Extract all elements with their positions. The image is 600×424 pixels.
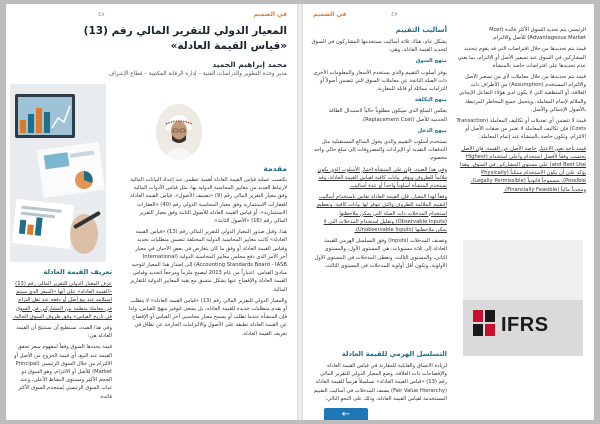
page-number-right: ٤٧ bbox=[391, 11, 398, 18]
title-line-2: «قياس القيمة العادلة» bbox=[170, 40, 287, 52]
approach-selection-note: وفي هذا الصدد، فإن على المنشأة اختيار الأسلوب الذي يكون ملائماً للظروف ويوفر بيانات كافية لقياس القيمة العادلة، وقد تستخدم المنشأة أسلوباً واحداً أو عدة أساليب. bbox=[317, 166, 447, 190]
right-col-bullet-2: قيمة يتم تحديدها من خلال معاملات لأي من تسعير الأصل والالتزام المستخدم (Assumption) من الأطراف ذات العلاقة، أو المنطقية التي لا يكون لدى هؤلاء التفاعل الإيجابي والملائم لإتمام المعاملة، ويتحمل جميع المخاطر المرتبطة بالأصول الإجمالي والأصل. bbox=[458, 74, 586, 113]
desk-photo-art bbox=[10, 84, 106, 262]
market-approach-text: يوفر أسلوب التقييم والذي يستخدم الأسعار والمعلومات الأخرى ذات الصلة الناتجة عن معاملات السوق التي تتضمن أصولاً أو التزامات مماثلة أو قابلة للمقارنة. bbox=[313, 69, 447, 93]
author-name: محمد إبراهيم الحميد bbox=[212, 60, 287, 69]
magazine-name-right: في الصميم bbox=[313, 11, 347, 18]
intro-paragraph-3: والمعيار الدولي للتقرير المالي رقم (13) «قياس القيمة العادلة» لا يتطلب أو يقدم متطلبات جديدة للقيمة العادلة، بل يسعى لتوفير منهج للقياس، ولذا فإن المنشأة عندما تطلب أو يسمح معيار محاسبي آخر القياس أو الإفصاح عن القيمة العادلة تطبقه على الأصول والالتزامات الخارجة عن نطاق في تعريف القيمة العادلة. bbox=[128, 297, 287, 337]
definition-column bbox=[12, 280, 112, 404]
definition-paragraph-2: وفي هذا الصدد، تستطيع أن نستنتج أن القيمة العادلة هي: bbox=[16, 325, 112, 340]
author-portrait-art bbox=[156, 104, 202, 160]
intro-paragraph-1: تكتسب عملية قياس القيمة العادلة أهمية عظمى عند إعداد البيانات المالية لارتباط العديد من معايير المحاسبة الدولية بها، مثل قياس الأدوات المالية وفق معيار التقرير المالي رقم (9) «تصنيف الأصول»، قياس القيمة العادلة للعقارات الاستثمارية وفق معيار المحاسبة الدولي رقم (40) «العقارات الاستثمارية»، أو قياس القيمة العادلة للأصول الثابتة وفق معيار التقرير المالي رقم (16) «الأصول الثابتة». bbox=[130, 177, 287, 225]
hierarchy-heading: التسلسل الهرمي للقيمة العادلة bbox=[341, 350, 447, 358]
right-column bbox=[456, 26, 586, 197]
intro-heading: مقدمة bbox=[263, 164, 287, 173]
right-page bbox=[303, 4, 594, 420]
levels-paragraph: وتصنف المدخلات (Inputs) وفق التسلسل الهرمي للقيمة العادلة إلى ثلاثة مستويات، هي المستوى الأول، والمستوى الثاني، والمستوى الثالث، وتعطى المدخلات في المستوى الأول الأولوية، وتكون أقل أولوية للمدخلات في المستوى الثالث. bbox=[314, 238, 447, 269]
cost-approach-heading: منهج التكلفة bbox=[414, 97, 447, 104]
right-col-bullet-1: قيمة يتم تحديدها من خلال افتراضات التي قد يقوم بتحديد المشاركين في السوق عند تسعير الأصل أو الالتزام، بما يعني عدم تحديدها على افتراضات خاصة بالمنشأة. bbox=[457, 46, 586, 69]
right-col-paragraph-1: الرئيسي يتم تحديد السوق الأكثر فائدة (Most Advantageous Market) للأصل والالتزام. bbox=[489, 27, 586, 42]
valuation-techniques-heading: أساليب التقييم bbox=[395, 26, 447, 34]
author-portrait bbox=[156, 104, 202, 160]
desk-photo bbox=[10, 84, 106, 262]
market-approach-heading: منهج السوق bbox=[415, 58, 447, 65]
ifrs-wordmark: IFRS bbox=[501, 314, 549, 336]
article-title bbox=[21, 24, 287, 54]
definition-heading: تعريف القيمة العادلة bbox=[43, 268, 112, 276]
intro-column bbox=[127, 176, 287, 341]
income-approach-text: يستخدم أسلوب التقييم والذي يحول المبالغ المستقبلية مثل التدفقات النقدية أو الإيرادات والمصروفات إلى مبلغ حالي واحد مخصوم. bbox=[313, 139, 447, 162]
page-number-left: ٤٨ bbox=[98, 11, 105, 18]
left-page bbox=[6, 4, 297, 420]
running-head-left bbox=[254, 11, 288, 18]
definition-bullet-1: قيمة يحددها السوق وفقاً لمفهوم سعر تحقق القيمة عند البيع، أي قيمة الخروج من الأصل أو الالتزام من خلال السوق الرئيسي (Principal Market) للأصل أو الالتزام، وهو السوق ذو الحجم الأكبر ومستوى النشاط الأعلى، وعند غياب السوق الرئيسي يُستخدم السوق الأكثر فائدة. bbox=[14, 344, 112, 400]
ifrs-logo-photo bbox=[463, 240, 583, 356]
title-line-1: المعيار الدولي للتقرير المالي رقم (13) bbox=[83, 25, 287, 37]
cost-approach-text: يعكس المبلغ الذي سيكون مطلوباً حالياً لاستبدال الطاقة الخدمية للأصل (Replacement Cost). bbox=[328, 108, 447, 123]
techniques-intro: يشكل عام، هناك ثلاثة أساليب يستخدمها المشاركون في السوق لتحديد القيمة العادلة، وهي: bbox=[311, 39, 447, 54]
hierarchy-text: لزيادة الاتساق والقابلية للمقارنة في قياس القيمة العادلة والإفصاحات ذات العلاقة، وضع المعيار الدولي للتقرير المالي رقم (13) «قياس القيمة العادلة» تسلسلاً هرمياً للقيمة العادلة (Fair Value Hierarchy) يصنف المدخلات في أساليب التقييم المستخدمة لقياس القيمة العادلة، وذلك على النحو التالي: bbox=[313, 363, 447, 402]
intro-paragraph-2: هذا، وقبل صدور المعيار الدولي للتقرير المالي رقم (13) «قياس القيمة العادلة» كانت معايير المحاسبة الدولية المختلفة تتضمن متطلبات تحديد وقياس القيمة العادلة أو وفق ما كان يتعارض في بعض الأحيان في معيار آخر الأمر الذي دفع مجلس معايير المحاسبة الدولية (International Accounting Standards Board - IASB) إلى إصدار هذا المعيار لتوحيد مبادئ القياس، اعتباراً من عام 2013 ليصبح ملزماً ومرجعاً لتحديد وقياس القيمة العادلة والإفصاح عنها بشكل متسق مع بقية المعايير الدولية للتقارير المالية. bbox=[130, 229, 287, 293]
previous-page-button[interactable]: ← bbox=[324, 408, 368, 420]
right-col-bullet-4: قيمة تأخذ بعين الاعتبار خاصة الأصل عن القيمة، فإن الأصل يحتسب وفقاً لأفضل استخدام وأعلى استخدام (Highest and Best Use) على مستوى المشاركين في السوق، وهذا يؤكد على أن يكون الاستخدام ممكناً (Physically Possible)، مسموحاً قانونياً (Legally Permissible)، ومجدياً مالياً (Financially Feasible). bbox=[460, 145, 586, 193]
ifrs-logo-art bbox=[463, 240, 583, 356]
author-role: مدير وحدة التطوير والدراسات الفنية – إدارة الرقابة المكتبية – قطاع الإشراف bbox=[108, 71, 287, 77]
income-approach-heading: منهج الدخل bbox=[417, 127, 447, 134]
running-head-right bbox=[313, 11, 347, 18]
inputs-paragraph: وفقاً لهذا المعيار، فإن القيمة العادلة تقاس باستخدام أساليب التقييم الملائمة للظروف والتي تتوفر لها بيانات كافية، وتعظيم استخدام المدخلات ذات الصلة التي يمكن ملاحظتها (Observable Inputs) وتقليل استخدام المدخلات التي لا يمكن ملاحظتها (Unobservable Inputs). bbox=[316, 194, 447, 234]
definition-paragraph-1: عرف المعيار الدولي للتقرير المالي رقم (13) «القيمة العادلة» على أنها «السعر الذي سيتم استلامه عند بيع أصل أو دفعه عند نقل التزام في معاملة منظمة بين المشاركين في السوق في تاريخ القياس» وفق ظروف السوق الحالية. bbox=[12, 281, 112, 320]
techniques-column bbox=[311, 38, 447, 273]
magazine-name: في الصميم bbox=[253, 11, 287, 18]
right-col-bullet-3: قيمة لا تتضمن أي تعديلات أو تكاليف المعاملة (Transaction Costs) فإن تكاليف المعاملة لا تعتبر من صفات الأصل أو الالتزام، وتكون خاصة بالمنشأة عند إتمام المعاملة. bbox=[456, 118, 586, 141]
